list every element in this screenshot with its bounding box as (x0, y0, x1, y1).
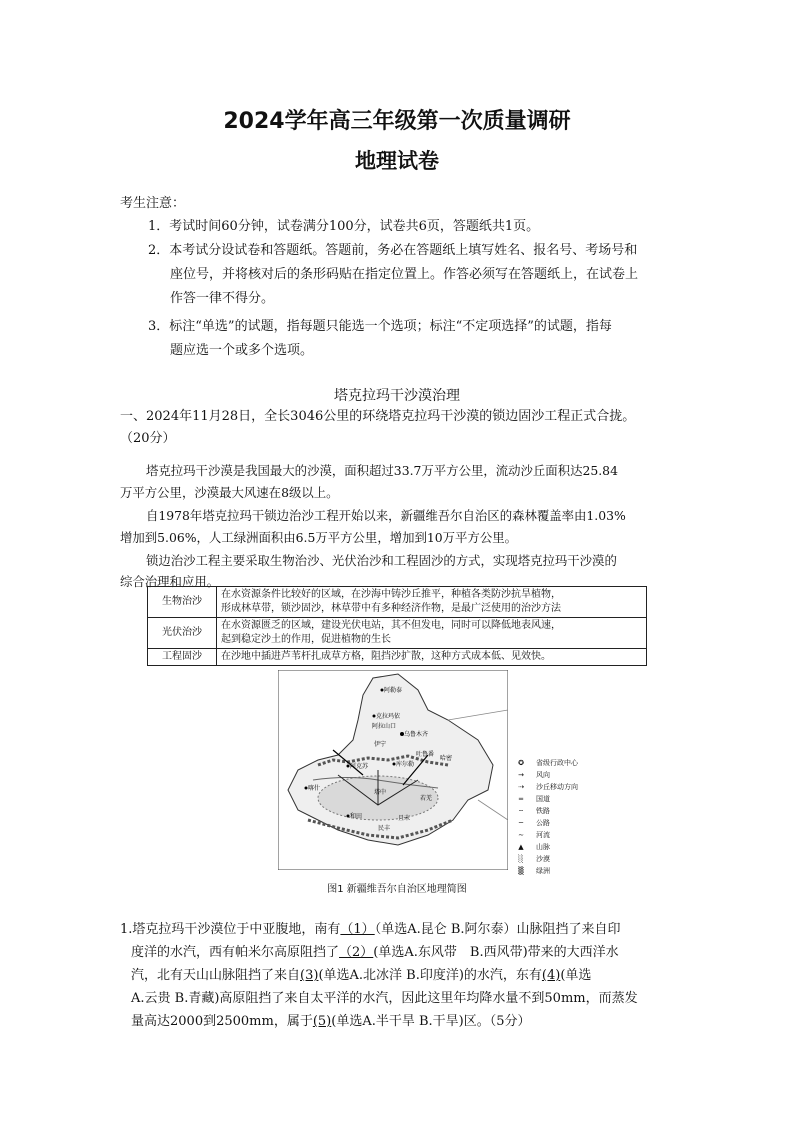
map-label: 哈密 (440, 755, 453, 762)
question-text: (单选A.北冰洋 B.印度洋)的水汽，东有 (318, 968, 542, 983)
answer-blank: （2） (339, 945, 374, 960)
legend-item (510, 865, 590, 877)
table-cell-line: 在水资源匮乏的区域，建设光伏电站，其不但发电，同时可以降低地表风速， (221, 620, 561, 631)
table-label: 光伏治沙 (148, 618, 217, 649)
legend-label: 国道 (536, 795, 550, 803)
legend-label: 沙丘移动方向 (536, 783, 578, 791)
legend-item (510, 781, 590, 793)
table-cell (217, 618, 647, 649)
notice-item: 2．本考试分设试卷和答题纸。答题前，务必在答题纸上填写姓名、报名号、考场号和 (148, 243, 638, 258)
body-paragraph: 锁边治沙工程主要采取生物治沙、光伏治沙和工程固沙的方式，实现塔克拉玛干沙漠的 (146, 553, 617, 568)
question-text: 1.塔克拉玛干沙漠位于中亚腹地，南有 (120, 922, 341, 937)
map-label: 乌鲁木齐 (404, 731, 429, 738)
question-text: 汽，北有天山山脉阻挡了来自 (131, 968, 301, 983)
table-label: 工程固沙 (148, 649, 217, 666)
map-label: 塔中 (374, 789, 387, 796)
river-icon: ∼ (518, 831, 524, 839)
desert-icon: ░ (518, 855, 524, 863)
table-cell-line: 在水资源条件比较好的区域，在沙海中铸沙丘推平，种植各类防沙抗旱植物， (221, 589, 561, 600)
legend-item (510, 829, 590, 841)
notice-item: 座位号，并将核对后的条形码贴在指定位置上。作答必须写在答题纸上，在试卷上 (170, 267, 639, 282)
dune-arrow-icon: ⇢ (518, 783, 524, 791)
figure-caption: 图1 新疆维吾尔自治区地理简图 (327, 884, 467, 895)
map-label: 阿克苏 (350, 763, 369, 770)
map-label: 伊宁 (374, 741, 387, 748)
notice-item: 1．考试时间60分钟，试卷满分100分，试卷共6页，答题纸共1页。 (148, 219, 540, 234)
question-score: （20分） (120, 431, 176, 446)
question-text: (单选 (560, 968, 592, 983)
map-label: 库尔勒 (396, 761, 415, 768)
capital-icon: ✪ (518, 759, 524, 767)
legend-item (510, 817, 590, 829)
legend-label: 山脉 (536, 843, 550, 851)
legend-item (510, 853, 590, 865)
answer-blank: (5) (312, 1014, 332, 1029)
table-cell-line: 起到稳定沙土的作用，促进植物的生长 (221, 634, 391, 645)
page-title: 2024学年高三年级第一次质量调研 (223, 109, 571, 134)
table-cell-line: 在沙地中插进芦苇杆扎成草方格，阻挡沙扩散，这种方式成本低、见效快。 (221, 651, 551, 662)
question-line (131, 966, 591, 985)
notice-item: 题应选一个或多个选项。 (170, 343, 314, 358)
national-road-icon: ═ (518, 795, 524, 803)
map-label: 喀什 (308, 785, 321, 792)
table-label: 生物治沙 (148, 587, 217, 618)
methods-table (147, 586, 647, 666)
legend-label: 公路 (536, 819, 550, 827)
question-text: （单选A.昆仑 B.阿尔泰）山脉阻挡了来自印 (374, 922, 621, 937)
question-text: 量高达2000到2500mm，属于 (131, 1014, 313, 1029)
question-line (131, 1012, 531, 1031)
highway-icon: ─ (518, 819, 524, 827)
table-cell (217, 587, 647, 618)
question-text: (单选A.半干旱 B.干旱)区。（5分） (331, 1014, 531, 1029)
oasis-icon: ▒ (518, 867, 524, 875)
map-label: 民丰 (378, 825, 391, 832)
table-cell (217, 649, 647, 666)
legend-label: 绿洲 (536, 867, 550, 875)
body-paragraph: 增加到5.06%，人工绿洲面积由6.5万平方公里，增加到10万平方公里。 (120, 530, 517, 545)
legend-label: 风向 (536, 771, 550, 779)
legend-label: 河流 (536, 831, 550, 839)
answer-blank: （1） (340, 922, 375, 937)
legend-item (510, 793, 590, 805)
notice-item: 作答一律不得分。 (170, 291, 275, 306)
table-row (148, 649, 647, 666)
body-paragraph: 综合治理和应用。 (120, 574, 220, 589)
body-paragraph: 万平方公里，沙漠最大风速在8级以上。 (120, 485, 339, 500)
map-label: 且末 (398, 815, 411, 822)
table-cell-line: 形成林草带，锁沙固沙，林草带中有多种经济作物，是最广泛使用的治沙方法 (221, 603, 561, 614)
table-row (148, 618, 647, 649)
question-text: A.云贵 B.青藏)高原阻挡了来自太平洋的水汽，因此这里年均降水量不到50mm，而蒸发 (131, 991, 638, 1006)
legend-label: 沙漠 (536, 855, 550, 863)
map-label: 阿拉山口 (372, 723, 397, 730)
notice-item: 3．标注“单选”的试题，指每题只能选一个选项；标注“不定项选择”的试题，指每 (148, 319, 612, 334)
section-title: 塔克拉玛干沙漠治理 (334, 388, 460, 404)
notice-heading: 考生注意： (120, 196, 186, 211)
map-label: 吐鲁番 (416, 751, 435, 758)
railway-icon: ╌ (518, 807, 524, 815)
table-row (148, 587, 647, 618)
question-line (131, 989, 638, 1008)
answer-blank: (4) (541, 968, 561, 983)
question-intro: 一、2024年11月28日，全长3046公里的环绕塔克拉玛干沙漠的锁边固沙工程正式合拢。 (120, 409, 636, 424)
mountain-icon: ▲ (518, 843, 524, 851)
question-line (131, 943, 619, 962)
page-subtitle: 地理试卷 (355, 149, 439, 173)
wind-arrow-icon: → (518, 771, 524, 779)
map-label: 克拉玛依 (376, 713, 401, 720)
question-text: (单选A.东风带 B.西风带)带来的大西洋水 (373, 945, 619, 960)
legend-label: 铁路 (536, 807, 550, 815)
legend-label: 省级行政中心 (536, 759, 578, 767)
legend-item (510, 769, 590, 781)
body-paragraph: 自1978年塔克拉玛干锁边治沙工程开始以来，新疆维吾尔自治区的森林覆盖率由1.03% (146, 508, 626, 523)
legend-item (510, 841, 590, 853)
map-label: 若羌 (420, 795, 433, 802)
xinjiang-map (278, 670, 508, 870)
map-legend (510, 757, 590, 877)
body-paragraph: 塔克拉玛干沙漠是我国最大的沙漠，面积超过33.7万平方公里，流动沙丘面积达25.84 (146, 463, 618, 478)
map-label: 阿勒泰 (384, 687, 403, 694)
legend-item (510, 805, 590, 817)
legend-item (510, 757, 590, 769)
map-label: 和田 (350, 813, 363, 820)
question-line (120, 920, 621, 939)
answer-blank: (3) (300, 968, 319, 983)
question-text: 度洋的水汽，西有帕米尔高原阻挡了 (131, 945, 340, 960)
